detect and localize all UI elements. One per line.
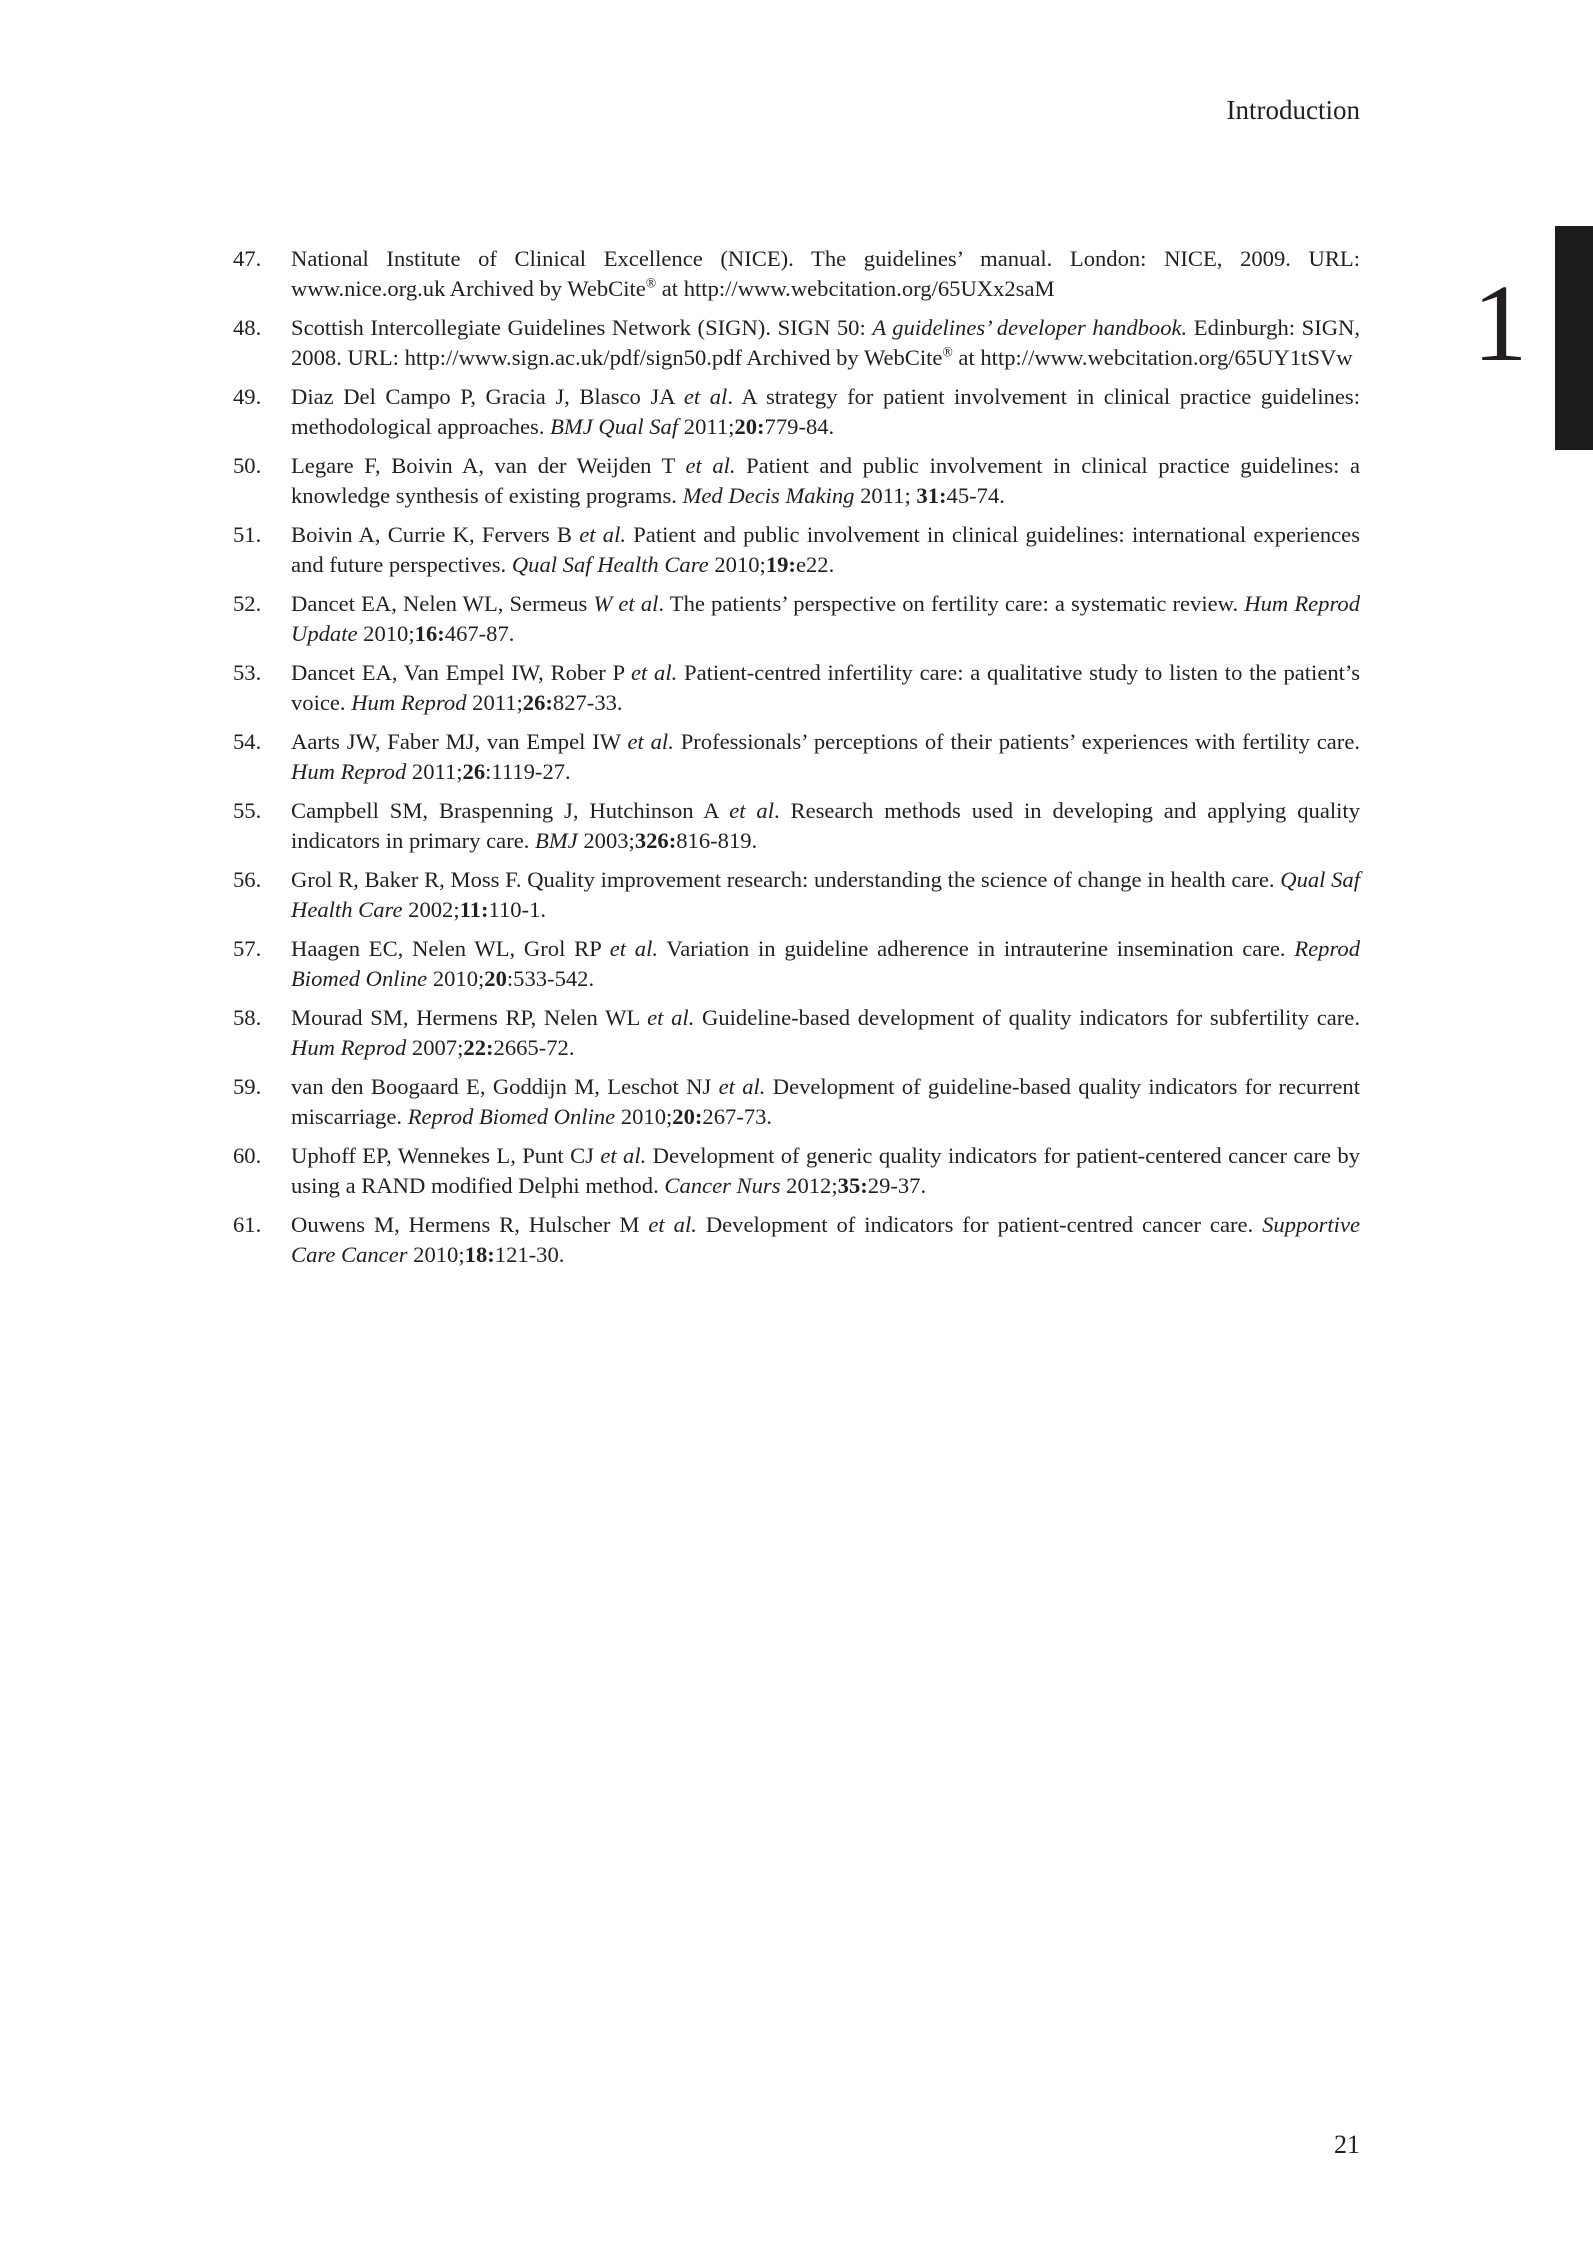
reference-text: 2010; bbox=[708, 552, 766, 578]
reference-text: Development of indicators for patient-centred cancer care. bbox=[696, 1212, 1263, 1237]
reference-text: 2665-72. bbox=[493, 1035, 575, 1061]
reference-text: :533-542. bbox=[506, 966, 595, 992]
reference-text: Patient-centred infertility care: a qualitative study to listen to the patient’s voice. bbox=[291, 660, 1360, 716]
reference-text: Aarts JW, Faber MJ, van Empel IW bbox=[291, 729, 628, 754]
reference-text: Development of generic quality indicators for patient-centered cancer care by using a RAND modified Delphi method. bbox=[291, 1143, 1360, 1199]
reference-text: et al bbox=[729, 798, 774, 823]
reference-text: 121-30. bbox=[494, 1242, 565, 1268]
reference-item bbox=[0, 865, 1360, 926]
reference-item bbox=[0, 658, 1360, 719]
reference-text: . Research methods used in developing and applying quality indicators in primary care. bbox=[291, 798, 1361, 854]
reference-text: et al. bbox=[579, 522, 626, 547]
reference-text: BMJ Qual Saf bbox=[550, 414, 679, 440]
reference-text: 11: bbox=[459, 897, 489, 923]
reference-text: 2007; bbox=[406, 1035, 464, 1061]
reference-number: 60. bbox=[233, 1143, 262, 1168]
reference-text: Cancer Nurs bbox=[664, 1173, 781, 1199]
reference-item bbox=[0, 796, 1360, 857]
reference-text: 2011; bbox=[854, 483, 917, 509]
reference-number: 53. bbox=[233, 660, 262, 685]
reference-text: et al bbox=[683, 384, 728, 409]
reference-text: Legare F, Boivin A, van der Weijden T bbox=[291, 453, 686, 478]
reference-item bbox=[0, 727, 1360, 788]
reference-text: :1119-27. bbox=[485, 759, 571, 785]
reference-text: 2003; bbox=[577, 828, 635, 854]
reference-text: 267-73. bbox=[702, 1104, 773, 1130]
reference-text: 20: bbox=[734, 414, 765, 440]
reference-text: 2011; bbox=[678, 414, 735, 440]
reference-text: Grol R, Baker R, Moss F. Quality improvement research: understanding the science of change in health care. bbox=[291, 867, 1281, 892]
reference-text: Scottish Intercollegiate Guidelines Network (SIGN). SIGN 50: bbox=[291, 315, 873, 340]
reference-text: Boivin A, Currie K, Fervers B bbox=[291, 522, 580, 547]
reference-text: Hum Reprod Update bbox=[291, 591, 1361, 647]
reference-text: Campbell SM, Braspenning J, Hutchinson A bbox=[291, 798, 730, 823]
reference-text: 2011; bbox=[466, 690, 523, 716]
reference-item bbox=[0, 1210, 1360, 1271]
reference-text: 2010; bbox=[357, 621, 415, 647]
reference-text: 31: bbox=[916, 483, 947, 509]
reference-text: 22: bbox=[463, 1035, 494, 1061]
reference-text: Reprod Biomed Online bbox=[291, 936, 1360, 992]
reference-text: e22. bbox=[795, 552, 835, 578]
reference-text: Diaz Del Campo P, Gracia J, Blasco JA bbox=[291, 384, 684, 409]
reference-text: Dancet EA, Van Empel IW, Rober P bbox=[291, 660, 631, 685]
reference-text: Edinburgh: SIGN, 2008. URL: http://www.sign.ac.uk/pdf/sign50.pdf Archived by WebCite bbox=[291, 315, 1360, 371]
reference-text: 779-84. bbox=[764, 414, 835, 440]
reference-text: BMJ bbox=[535, 828, 578, 854]
running-header: Introduction bbox=[1226, 95, 1360, 125]
reference-number: 48. bbox=[233, 315, 262, 340]
reference-text: 326: bbox=[634, 828, 677, 854]
reference-item bbox=[0, 934, 1360, 995]
reference-text: 827-33. bbox=[552, 690, 623, 716]
reference-text: . The patients’ perspective on fertility care: a systematic review. bbox=[658, 591, 1245, 616]
reference-text: Hum Reprod bbox=[291, 759, 407, 785]
reference-number: 61. bbox=[233, 1212, 262, 1237]
reference-text: A guidelines’ developer handbook. bbox=[872, 315, 1188, 340]
reference-text: et al. bbox=[647, 1005, 695, 1030]
reference-number: 54. bbox=[233, 729, 262, 754]
reference-number: 57. bbox=[233, 936, 262, 961]
reference-item bbox=[0, 451, 1360, 512]
reference-text: et al. bbox=[718, 1074, 766, 1099]
reference-text: at http://www.webcitation.org/65UXx2saM bbox=[656, 276, 1055, 302]
reference-number: 52. bbox=[233, 591, 262, 616]
reference-list bbox=[0, 244, 1593, 1279]
reference-text: 26 bbox=[462, 759, 486, 785]
reference-number: 58. bbox=[233, 1005, 262, 1030]
reference-text: 110-1. bbox=[488, 897, 547, 923]
reference-text: Ouwens M, Hermens R, Hulscher M bbox=[291, 1212, 649, 1237]
reference-number: 59. bbox=[233, 1074, 262, 1099]
reference-number: 56. bbox=[233, 867, 262, 892]
reference-text: at http://www.webcitation.org/65UY1tSVw bbox=[952, 345, 1353, 371]
reference-text: Hum Reprod bbox=[351, 690, 467, 716]
reference-text: 816-819. bbox=[676, 828, 758, 854]
reference-text: et al. bbox=[609, 936, 659, 961]
reference-text: ® bbox=[942, 344, 953, 360]
reference-text: et al. bbox=[627, 729, 674, 754]
reference-number: 51. bbox=[233, 522, 262, 547]
reference-item bbox=[0, 244, 1360, 305]
reference-text: Hum Reprod bbox=[291, 1035, 407, 1061]
reference-text: 2012; bbox=[780, 1173, 838, 1199]
reference-text: 29-37. bbox=[867, 1173, 927, 1199]
reference-text: 45-74. bbox=[946, 483, 1005, 509]
reference-text: 20 bbox=[484, 966, 507, 992]
reference-text: 18: bbox=[464, 1242, 495, 1268]
reference-text: 16: bbox=[414, 621, 445, 647]
reference-text: van den Boogaard E, Goddijn M, Leschot NJ bbox=[291, 1074, 719, 1099]
reference-text: 467-87. bbox=[444, 621, 515, 647]
reference-text: Guideline-based development of quality indicators for subfertility care. bbox=[694, 1005, 1360, 1030]
reference-text: Mourad SM, Hermens RP, Nelen WL bbox=[291, 1005, 648, 1030]
reference-text: 2010; bbox=[407, 1242, 465, 1268]
reference-text: et al. bbox=[600, 1143, 647, 1168]
reference-text: Qual Saf Health Care bbox=[511, 552, 709, 578]
reference-text: Dancet EA, Nelen WL, Sermeus bbox=[291, 591, 594, 616]
reference-text: 2002; bbox=[402, 897, 460, 923]
reference-text: Reprod Biomed Online bbox=[407, 1104, 616, 1130]
reference-text: Haagen EC, Nelen WL, Grol RP bbox=[291, 936, 610, 961]
reference-item bbox=[0, 1003, 1360, 1064]
reference-text: et al. bbox=[648, 1212, 697, 1237]
reference-text: 2010; bbox=[615, 1104, 673, 1130]
reference-text: 2010; bbox=[427, 966, 485, 992]
reference-text: Development of guideline-based quality indicators for recurrent miscarriage. bbox=[291, 1074, 1360, 1130]
chapter-number: 1 bbox=[1472, 262, 1528, 384]
reference-text: W et al bbox=[593, 591, 659, 616]
reference-text: . A strategy for patient involvement in clinical practice guidelines: methodological approaches. bbox=[291, 384, 1361, 440]
reference-text: 20: bbox=[672, 1104, 703, 1130]
reference-item bbox=[0, 313, 1360, 374]
reference-text: Qual Saf Health Care bbox=[291, 867, 1360, 923]
reference-text: Patient and public involvement in clinical guidelines: international experiences and future perspectives. bbox=[291, 522, 1360, 578]
reference-text: National Institute of Clinical Excellence (NICE). The guidelines’ manual. London: NICE, 2009. URL: www.nice.org.uk Archived by WebCite bbox=[291, 246, 1360, 302]
reference-text: Uphoff EP, Wennekes L, Punt CJ bbox=[291, 1143, 601, 1168]
reference-text: Supportive Care Cancer bbox=[291, 1212, 1361, 1268]
reference-text: et al. bbox=[685, 453, 736, 478]
reference-text: 35: bbox=[837, 1173, 868, 1199]
reference-text: 2011; bbox=[406, 759, 463, 785]
reference-text: Professionals’ perceptions of their patients’ experiences with fertility care. bbox=[673, 729, 1360, 754]
reference-item bbox=[0, 1072, 1360, 1133]
reference-item bbox=[0, 589, 1360, 650]
reference-number: 55. bbox=[233, 798, 262, 823]
reference-number: 47. bbox=[233, 246, 262, 271]
reference-number: 49. bbox=[233, 384, 262, 409]
reference-text: 26: bbox=[522, 690, 553, 716]
reference-text: ® bbox=[645, 275, 657, 291]
reference-text: 19: bbox=[765, 552, 796, 578]
reference-text: Variation in guideline adherence in intrauterine insemination care. bbox=[658, 936, 1295, 961]
reference-item bbox=[0, 1141, 1360, 1202]
reference-item bbox=[0, 382, 1360, 443]
reference-text: Patient and public involvement in clinical practice guidelines: a knowledge synthesis of existing programs. bbox=[291, 453, 1360, 509]
page-number: 21 bbox=[1334, 2130, 1360, 2159]
reference-text: Med Decis Making bbox=[682, 483, 855, 509]
reference-text: et al. bbox=[631, 660, 678, 685]
reference-item bbox=[0, 520, 1360, 581]
reference-number: 50. bbox=[233, 453, 262, 478]
